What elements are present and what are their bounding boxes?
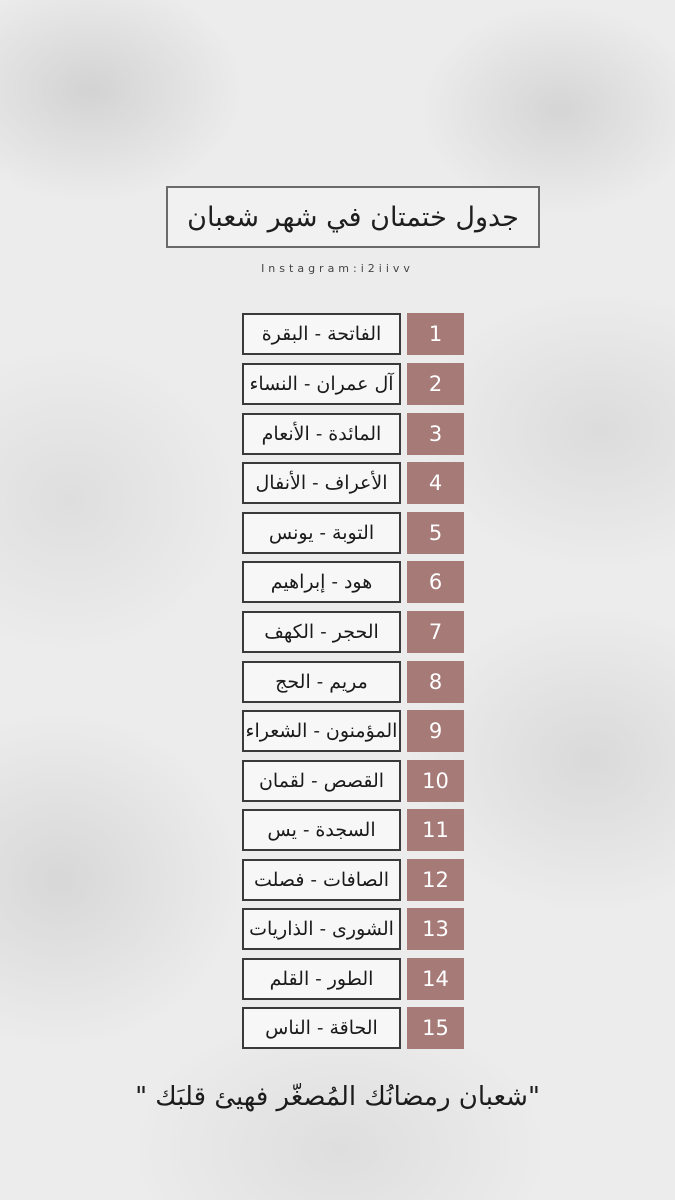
day-number: 13 — [407, 908, 464, 950]
surah-pair: الشورى - الذاريات — [242, 908, 401, 950]
schedule-row — [242, 958, 464, 1000]
day-number: 3 — [407, 413, 464, 455]
day-number: 4 — [407, 462, 464, 504]
schedule-row — [242, 859, 464, 901]
surah-pair: مريم - الحج — [242, 661, 401, 703]
surah-pair: الحاقة - الناس — [242, 1007, 401, 1049]
surah-pair: المؤمنون - الشعراء — [242, 710, 401, 752]
schedule-row — [242, 313, 464, 355]
day-number: 10 — [407, 760, 464, 802]
surah-pair: السجدة - يس — [242, 809, 401, 851]
day-number: 6 — [407, 561, 464, 603]
schedule-row — [242, 512, 464, 554]
schedule-row — [242, 561, 464, 603]
schedule-row — [242, 413, 464, 455]
page-title-text: جدول ختمتان في شهر شعبان — [187, 201, 519, 233]
surah-pair: هود - إبراهيم — [242, 561, 401, 603]
schedule-row — [242, 710, 464, 752]
day-number: 1 — [407, 313, 464, 355]
day-number: 9 — [407, 710, 464, 752]
day-number: 7 — [407, 611, 464, 653]
surah-pair: القصص - لقمان — [242, 760, 401, 802]
schedule-row — [242, 661, 464, 703]
surah-pair: الطور - القلم — [242, 958, 401, 1000]
quote-text: "شعبان رمضانُك المُصغّر فهيئ قلبَك " — [135, 1082, 540, 1112]
day-number: 8 — [407, 661, 464, 703]
surah-pair: الفاتحة - البقرة — [242, 313, 401, 355]
day-number: 2 — [407, 363, 464, 405]
schedule-row — [242, 363, 464, 405]
schedule-row — [242, 1007, 464, 1049]
surah-pair: آل عمران - النساء — [242, 363, 401, 405]
day-number: 12 — [407, 859, 464, 901]
surah-pair: الأعراف - الأنفال — [242, 462, 401, 504]
schedule-row — [242, 462, 464, 504]
schedule-row — [242, 611, 464, 653]
page-title — [166, 186, 540, 248]
schedule-row — [242, 809, 464, 851]
instagram-handle: Instagram:i2iivv — [261, 262, 414, 275]
day-number: 11 — [407, 809, 464, 851]
schedule-row — [242, 908, 464, 950]
surah-pair: المائدة - الأنعام — [242, 413, 401, 455]
surah-pair: الحجر - الكهف — [242, 611, 401, 653]
surah-pair: الصافات - فصلت — [242, 859, 401, 901]
schedule-row — [242, 760, 464, 802]
day-number: 5 — [407, 512, 464, 554]
day-number: 14 — [407, 958, 464, 1000]
surah-pair: التوبة - يونس — [242, 512, 401, 554]
day-number: 15 — [407, 1007, 464, 1049]
